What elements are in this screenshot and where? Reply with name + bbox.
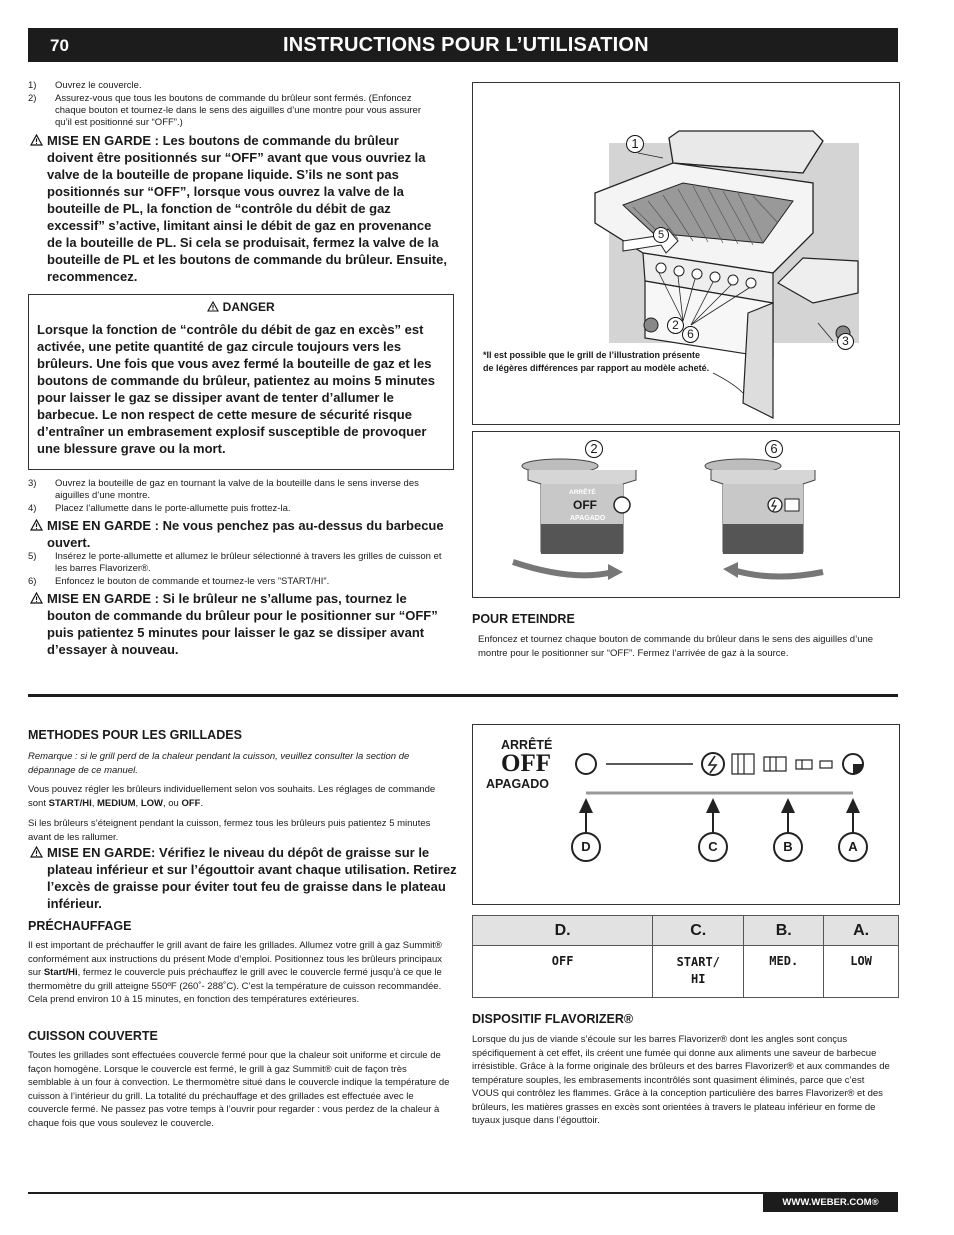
- page-number: 70: [50, 36, 69, 55]
- grill-figure: [472, 82, 900, 425]
- danger-title: DANGER: [222, 300, 275, 314]
- warning-no-ignite: MISE EN GARDE : Si le brûleur ne s’allume pas, tournez le bouton de commande du brûleur pour le positionner sur “OFF” puis patientez 5 minutes pour laisser le gaz se dissiper avant d’essayer à nouveau.: [28, 590, 448, 658]
- knob-off-label: OFF: [573, 498, 597, 512]
- step-6: 6) Enfoncez le bouton de commande et tournez-le vers ”START/HI”.: [28, 576, 330, 587]
- page-header: [28, 28, 898, 62]
- callout-5: 5: [653, 227, 669, 243]
- table-cell: START/ HI: [653, 946, 744, 998]
- flavorizer-heading: DISPOSITIF FLAVORIZER®: [472, 1012, 634, 1026]
- step-5: 5) Insérez le porte-allumette et allumez le brûleur sélectionné à travers les grilles de cuisson et les barres Flavorizer®.: [28, 551, 442, 574]
- marker-d: D: [581, 839, 591, 854]
- covered-text: Toutes les grillades sont effectuées couvercle fermé pour que la chaleur soit uniforme et circule de façon homogène. Lorsque le couvercle est fermé, le grill à gaz Summit® cuit de façon très semblable à un four à convection. Le thermomètre situé dans le couvercle indique la température de cuisson à l’intérieur du grill. La totalité du préchauffage et des grillades est effectuée avec le couvercle fermé. Ne passez pas votre temps à l’ouvrir pour regarder : vous perdez de la chaleur à chaque fois que vous soulevez le couvercle.: [28, 1050, 450, 1129]
- table-header: B.: [744, 916, 824, 946]
- marker-b: B: [783, 839, 793, 854]
- dial-apagado-label: APAGADO: [486, 777, 549, 791]
- marker-a: A: [848, 839, 858, 854]
- table-cell: LOW: [824, 946, 899, 998]
- danger-box: [28, 294, 454, 470]
- knob-apagado-label: APAGADO: [570, 515, 606, 522]
- table-cell: MED.: [744, 946, 824, 998]
- table-header: D.: [473, 916, 653, 946]
- warning-icon: [207, 301, 219, 312]
- pour-eteindre-heading: POUR ETEINDRE: [472, 612, 575, 626]
- step-1: 1) Ouvrez le couvercle.: [28, 80, 142, 91]
- dial-figure: [472, 724, 900, 905]
- step-3: 3) Ouvrez la bouteille de gaz en tournant la valve de la bouteille dans le sens inverse des aiguilles d’une montre.: [28, 478, 419, 501]
- covered-heading: CUISSON COUVERTE: [28, 1029, 158, 1043]
- flavorizer-text: Lorsque du jus de viande s’écoule sur les barres Flavorizer® dont les angles sont conçus spécifiquement à cet effet, ils créent une fumée qui donne aux aliments une saveur de barbecue irrésistible. Grâce à la forme originale des brûleurs et des barres Flavorizer® et aux commandes de température souples, les embrasements incontrôlés sont quasiment éliminés, parce que c’est VOUS qui contrôlez les flammes. Grâce à la conception particulière des barres Flavorizer® et des brûleurs, les matières grasses en excès sont orientées à travers le plateau inférieur en forme de tuyaux jusque dans l’égouttoir.: [472, 1034, 890, 1126]
- danger-body: Lorsque la fonction de “contrôle du débit de gaz en excès” est activée, une petite quantité de gaz circule toujours vers les brûleurs. Une fois que vous avez fermé la bouteille de gaz et les boutons de commande du brûleur, patientez au moins 5 minutes pour laisser le gaz se dissiper avant de tenter d’allumer le barbecue. Le non respect de cette mesure de sécurité risque d’entraîner un embrasement explosif susceptible de provoquer une blessure grave ou la mort.: [37, 322, 435, 456]
- footer-url[interactable]: WWW.WEBER.COM®: [763, 1194, 898, 1212]
- step-4: 4) Placez l’allumette dans le porte-allumette puis frottez-la.: [28, 503, 291, 514]
- callout-3: 3: [837, 333, 854, 350]
- knob-illustration: [473, 432, 899, 597]
- callout-6: 6: [682, 326, 699, 343]
- methods-para1: Vous pouvez régler les brûleurs individuellement selon vos souhaits. Les réglages de commande sont START/HI, MEDIUM, LOW, ou OFF.: [28, 784, 436, 809]
- marker-c: C: [708, 839, 718, 854]
- callout-2: 2: [667, 317, 684, 334]
- step-2: 2) Assurez-vous que tous les boutons de commande du brûleur sont fermés. (Enfoncez chaque bouton et tournez-le dans le sens des aiguilles d’une montre pour vous assurer qu’il est positionné sur “OFF”.): [28, 93, 421, 128]
- warning-lean: MISE EN GARDE : Ne vous penchez pas au-dessus du barbecue ouvert.: [28, 517, 448, 551]
- dial-arrete-label: ARRÊTÉ: [501, 738, 553, 752]
- settings-table: [472, 915, 899, 998]
- table-header: C.: [653, 916, 744, 946]
- table-cell: OFF: [473, 946, 653, 998]
- warning-icon: [30, 519, 43, 531]
- preheat-text: Il est important de préchauffer le grill avant de faire les grillades. Allumez votre grill à gaz Summit® conformément aux instructions du présent Mode d’emploi. Positionnez tous les brûleurs principaux sur Start/Hi, fermez le couvercle puis préchauffez le grill avec le couvercle fermé jusqu’à ce que le thermomètre du grill atteigne 550ºF (260˚- 288˚C). C’est la température de cuisson recommandée. Cela prend environ 10 à 15 minutes, en fonction des températures extérieures.: [28, 940, 442, 1005]
- warning-icon: [30, 592, 43, 604]
- dial-diagram: [473, 725, 899, 904]
- knob-arrete-label: ARRÊTÉ: [569, 489, 596, 496]
- warning-grease: MISE EN GARDE: Vérifiez le niveau du dépôt de graisse sur le plateau inférieur et sur l’égouttoir avant chaque utilisation. Retirez l’excès de graisse pour éviter tout feu de graisse dans le plateau inférieur.: [28, 844, 458, 912]
- warning-icon: [30, 134, 43, 146]
- warning-icon: [30, 846, 43, 858]
- methods-para2: Si les brûleurs s’éteignent pendant la cuisson, fermez tous les brûleurs puis patientez 5 minutes avant de les rallumer.: [28, 818, 431, 843]
- knob-label-6: 6: [765, 440, 783, 458]
- knob-label-2: 2: [585, 440, 603, 458]
- callout-1: 1: [626, 135, 644, 153]
- page-title: INSTRUCTIONS POUR L’UTILISATION: [283, 34, 649, 56]
- dial-off-label: OFF: [501, 750, 551, 777]
- methods-heading: METHODES POUR LES GRILLADES: [28, 728, 242, 742]
- grill-note: *Il est possible que le grill de l’illustration présente de légères différences par rapport au modèle acheté.: [483, 350, 710, 373]
- section-divider: [28, 694, 898, 697]
- warning-lp-valve: MISE EN GARDE : Les boutons de commande du brûleur doivent être positionnés sur “OFF” avant que vous ouvriez la valve de la bouteille de propane liquide. S’ils ne sont pas positionnés sur “OFF”, lorsque vous ouvrez la valve de la bouteille de PL, la fonction de “contrôle du débit de gaz excessif” s’active, limitant ainsi le débit de gaz en provenance de la bouteille de PL. Si cela se produisait, fermez la valve de la bouteille de PL et les boutons de commande du brûleur. Ensuite, recommencez.: [28, 132, 448, 285]
- methods-remark: Remarque : si le grill perd de la chaleur pendant la cuisson, veuillez consulter la section de dépannage de ce manuel.: [28, 751, 410, 776]
- pour-eteindre-text: Enfoncez et tournez chaque bouton de commande du brûleur dans le sens des aiguilles d’une montre pour le positionner sur “OFF”. Fermez l’arrivée de gaz à la source.: [478, 634, 874, 659]
- knob-figure: [472, 431, 900, 598]
- table-header: A.: [824, 916, 899, 946]
- preheat-heading: PRÉCHAUFFAGE: [28, 919, 132, 933]
